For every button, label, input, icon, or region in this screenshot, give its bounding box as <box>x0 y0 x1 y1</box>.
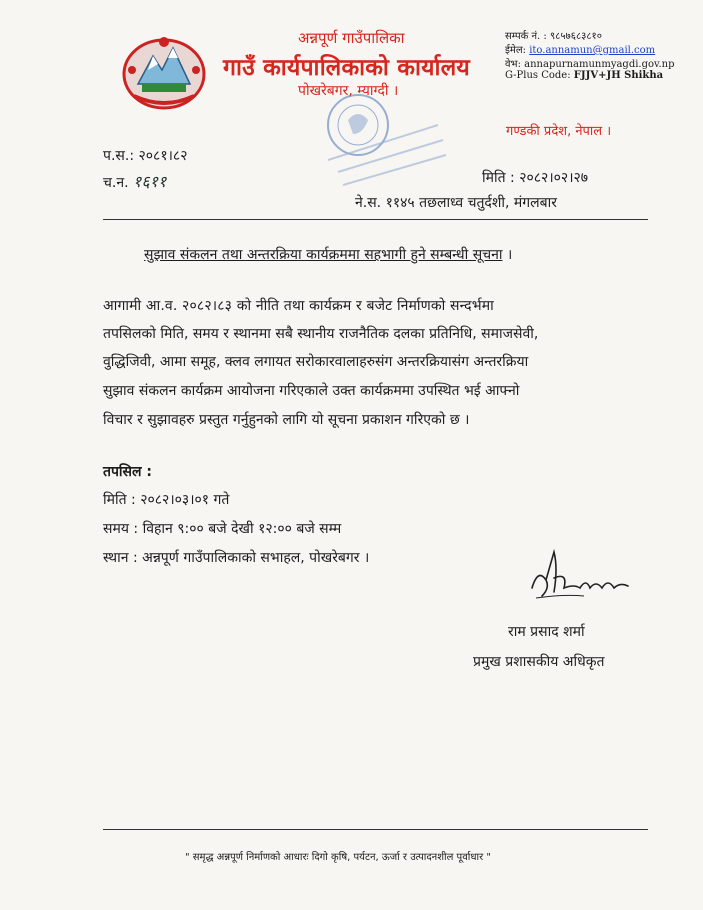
contact-email-label: ईमेल: <box>505 45 530 56</box>
body-line: वुद्धिजिवी, आमा समूह, क्लव लगायत सरोकारवालाहरुसंग अन्तरक्रियासंग अन्तरक्रिया <box>103 354 529 370</box>
nepal-emblem-logo <box>118 30 210 112</box>
contact-email-row <box>505 42 655 56</box>
subject-end: । <box>506 247 513 263</box>
subject-text: सुझाव संकलन तथा अन्तरक्रिया कार्यक्रममा सहभागी हुने सम्बन्धी सूचना <box>144 247 503 263</box>
office-stamp <box>318 90 448 190</box>
contact-email-link[interactable]: ito.annamun@gmail.com <box>529 45 656 56</box>
reference-number: प.स.: २०८१।८२ <box>103 148 188 164</box>
body-line: तपसिलको मिति, समय र स्थानमा सबै स्थानीय राजनैतिक दलका प्रतिनिधि, समाजसेवी, <box>103 326 539 342</box>
nepal-sambat-date: ने.स. ११४५ तछलाध्व चतुर्दशी, मंगलबार <box>355 195 558 211</box>
signatory-name: राम प्रसाद शर्मा <box>508 624 585 640</box>
details-venue: स्थान : अन्नपूर्ण गाउँपालिकाको सभाहल, पोखरेबगर । <box>103 550 370 566</box>
municipality-name: अन्नपूर्ण गाउँपालिका <box>298 29 405 47</box>
province-label: गण्डकी प्रदेश, नेपाल । <box>506 124 612 139</box>
office-location: पोखरेबगर, म्याग्दी । <box>298 83 399 99</box>
footer-divider <box>103 829 648 830</box>
contact-gplus-row <box>505 70 663 81</box>
letter-date: मिति : २०८२।०२।२७ <box>482 170 589 186</box>
contact-phone: सम्पर्क नं. : ९८५७६८३८१० <box>505 31 602 42</box>
details-time: समय : विहान ९:०० बजे देखी १२:०० बजे सम्म <box>103 521 342 537</box>
contact-gplus-code: FJJV+JH Shikha <box>573 70 664 81</box>
handwritten-signature <box>524 548 644 608</box>
body-line: विचार र सुझावहरु प्रस्तुत गर्नुहुनको लागि यो सूचना प्रकाशन गरिएको छ । <box>103 412 470 428</box>
signatory-title: प्रमुख प्रशासकीय अधिकृत <box>473 654 605 670</box>
dispatch-number-row <box>103 170 166 192</box>
contact-web: वेभ: annapurnamunmyagdi.gov.np <box>505 59 675 70</box>
details-heading: तपसिल : <box>103 464 152 480</box>
body-line: सुझाव संकलन कार्यक्रम आयोजना गरिएकाले उक्त कार्यक्रममा उपस्थित भई आफ्नो <box>103 383 520 399</box>
body-line: आगामी आ.व. २०८२।८३ को नीति तथा कार्यक्रम र बजेट निर्माणको सन्दर्भमा <box>103 298 494 314</box>
dispatch-number-value: १६११ <box>133 172 167 191</box>
header-divider <box>103 219 648 220</box>
subject-line <box>144 245 512 264</box>
office-title: गाउँ कार्यपालिकाको कार्यालय <box>223 55 470 81</box>
dispatch-number-label: च.न. <box>103 175 129 191</box>
contact-gplus-label: G-Plus Code: <box>505 70 574 81</box>
footer-slogan: " समृद्ध अन्नपूर्ण निर्माणको आधारः दिगो कृषि, पर्यटन, ऊर्जा र उत्पादनशील पूर्वाधार " <box>185 852 491 863</box>
details-date: मिति : २०८२।०३।०१ गते <box>103 492 230 508</box>
